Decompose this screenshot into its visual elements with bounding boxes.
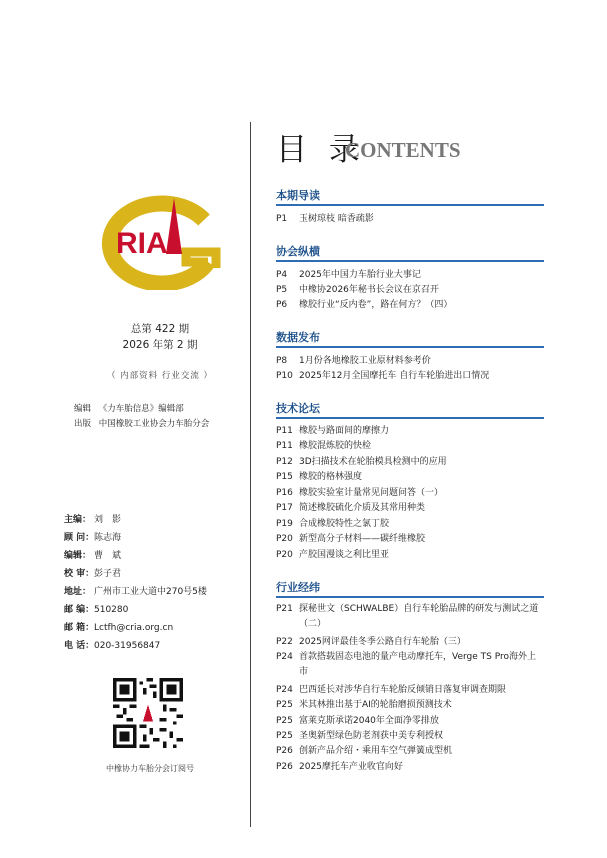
- toc-item[interactable]: P16 橡胶实验室计量常见问题问答（一）: [276, 488, 444, 498]
- toc-item[interactable]: P12 3D扫描技术在轮胎模具检测中的应用: [276, 457, 447, 467]
- section-title: 行业经纬: [276, 581, 320, 594]
- section-title: 数据发布: [276, 331, 320, 344]
- section-rule: [276, 260, 544, 262]
- toc-item[interactable]: P21 探秘世文（SCHWALBE）自行车轮胎品牌的研发与测试之道（二）: [276, 604, 539, 629]
- staff-proofreader: 校 审：彭子君: [64, 569, 122, 579]
- toc-title-cn: 目 录: [276, 132, 366, 168]
- toc-item[interactable]: P25 米其林推出基于AI的轮胎磨损预测技术: [276, 700, 452, 710]
- staff-editor: 编辑： 曹 斌: [64, 551, 122, 561]
- toc-item[interactable]: P19 合成橡胶特性之氯丁胶: [276, 519, 390, 529]
- section-title: 本期导读: [276, 189, 320, 202]
- toc-item[interactable]: P20 新型高分子材料——碳纤维橡胶: [276, 534, 426, 544]
- toc-item[interactable]: P22 2025网评最佳冬季公路自行车轮胎（三）: [276, 637, 466, 647]
- published-by-value: 中国橡胶工业协会力车胎分会: [98, 419, 210, 429]
- section-title: 技术论坛: [276, 402, 320, 415]
- edited-by-label: 编辑: [74, 404, 92, 414]
- cria-logo: [86, 190, 226, 290]
- toc-item[interactable]: P25 圣奥新型绿色防老剂获中美专利授权: [276, 731, 444, 741]
- staff-editor-in-chief: 主编： 刘 影: [64, 515, 122, 525]
- toc-item[interactable]: P17 简述橡胶硫化介质及其常用种类: [276, 503, 426, 513]
- qr-code: [113, 678, 183, 748]
- section-rule: [276, 204, 544, 206]
- staff-phone: 电 话：020-31956847: [64, 641, 161, 651]
- issue-total: 总第 422 期: [130, 323, 190, 335]
- column-divider: [250, 122, 251, 827]
- toc-item[interactable]: P15 橡胶的格林强度: [276, 472, 363, 482]
- edited-by-line: [74, 402, 184, 414]
- toc-item[interactable]: P25 富莱克斯承诺2040年全面净零排放: [276, 716, 439, 726]
- toc-item[interactable]: P10 2025年12月全国摩托车 自行车轮胎进出口情况: [276, 371, 490, 381]
- toc-item[interactable]: P11 橡胶混炼胶的快检: [276, 441, 372, 451]
- section-rule: [276, 596, 544, 598]
- toc-item[interactable]: P26 2025摩托车产业收官向好: [276, 762, 403, 772]
- internal-note: （ 内部资料 行业交流 ）: [106, 371, 214, 381]
- staff-postcode: 邮 编：510280: [64, 605, 129, 615]
- logo-text: RIA: [116, 227, 168, 260]
- edited-by-value: 《力车胎信息》编辑部: [98, 404, 184, 414]
- section-rule: [276, 417, 544, 419]
- toc-title-en: CONTENTS: [345, 138, 461, 162]
- section-rule: [276, 346, 544, 348]
- staff-address: 地址： 广州市工业大道中270号5楼: [64, 587, 207, 597]
- toc-item[interactable]: P24 巴西延长对涉华自行车轮胎反倾销日落复审调查期限: [276, 685, 507, 695]
- toc-item[interactable]: P4 2025年中国力车胎行业大事记: [276, 270, 421, 280]
- toc-item[interactable]: P20 产胶国漫谈之利比里亚: [276, 550, 390, 560]
- toc-item[interactable]: P6 橡胶行业“反内卷”，路在何方？（四）: [276, 300, 453, 310]
- published-by-line: [74, 417, 209, 429]
- toc-item[interactable]: P1 玉树琼枝 暗香疏影: [276, 214, 374, 224]
- toc-item[interactable]: P26 创新产品介绍・乘用车空气弹簧成型机: [276, 746, 453, 756]
- section-title: 协会纵横: [276, 245, 320, 258]
- qr-caption: 中橡协力车胎分会订阅号: [106, 764, 194, 773]
- toc-item[interactable]: P8 1月份各地橡胶工业原材料参考价: [276, 356, 431, 366]
- toc-item[interactable]: P5 中橡协2026年秘书长会议在京召开: [276, 285, 439, 295]
- toc-item[interactable]: P24 首款搭载固态电池的量产电动摩托车，Verge TS Pro海外上市: [276, 652, 536, 677]
- staff-email: 邮 箱：Lctfh@cria.org.cn: [64, 623, 174, 633]
- toc-item[interactable]: P11 橡胶与路面间的摩擦力: [276, 426, 390, 436]
- published-by-label: 出版: [74, 419, 92, 429]
- staff-advisor: 顾 问：陈志海: [64, 533, 122, 543]
- issue-current: 2026 年第 2 期: [122, 339, 198, 351]
